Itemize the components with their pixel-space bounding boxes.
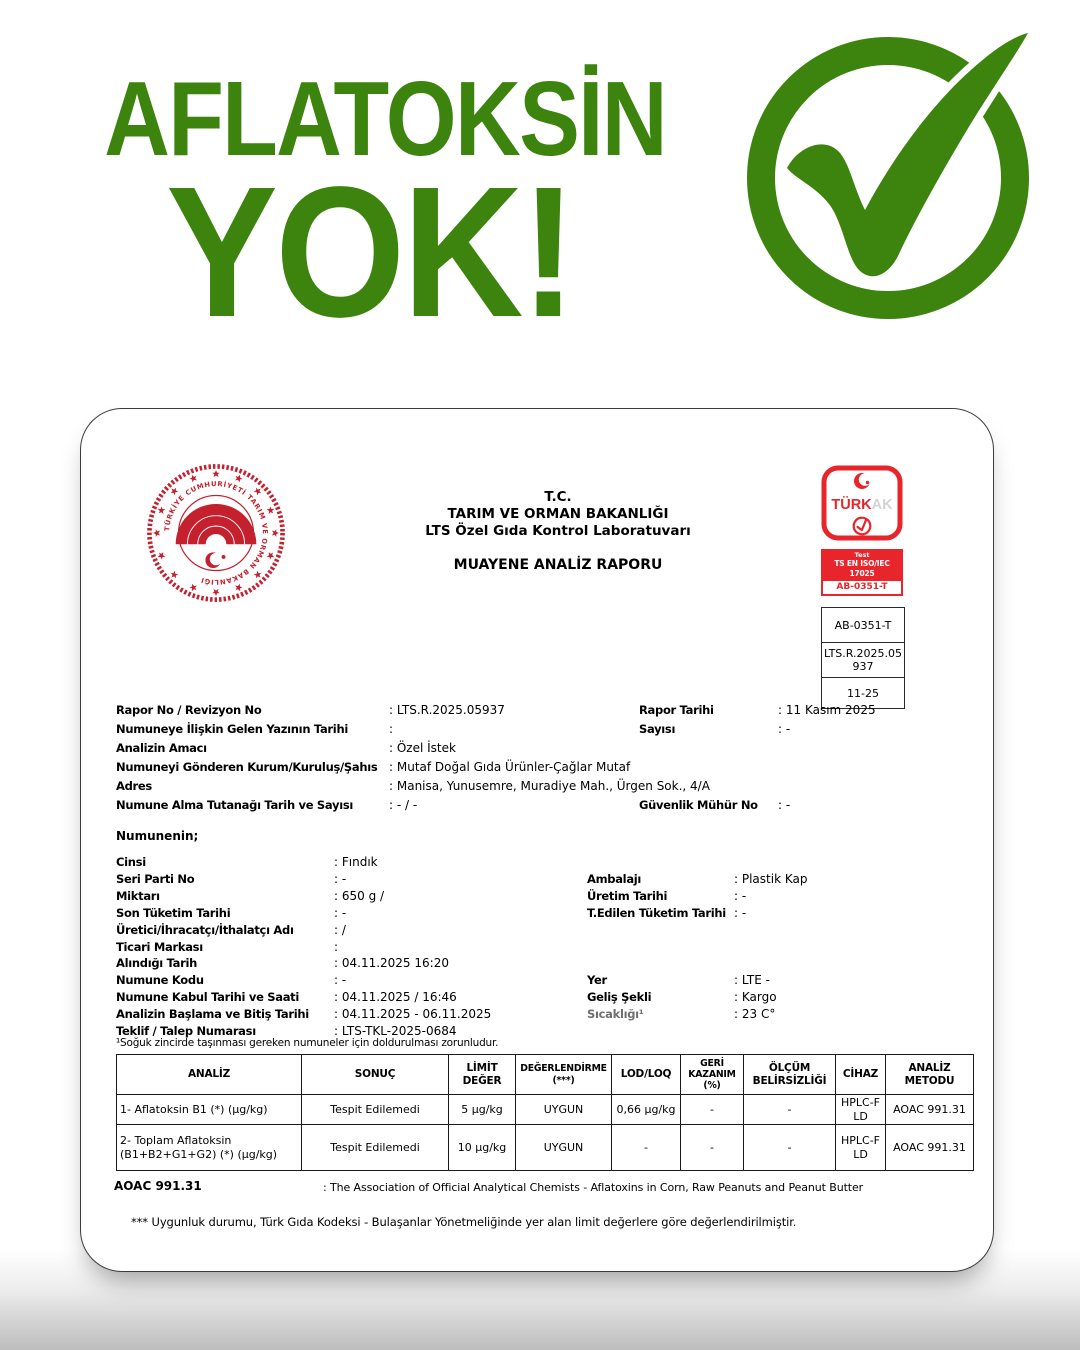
accreditation-info-box <box>821 607 905 709</box>
field-label: Miktarı <box>116 889 160 903</box>
agency-line1: T.C. <box>544 489 572 505</box>
turkak-block <box>821 465 907 709</box>
cell-evaluation: UYGUN <box>516 1095 612 1125</box>
col-recovery: GERİ KAZANIM (%) <box>681 1055 744 1095</box>
cell-result: Tespit Edilemedi <box>302 1095 449 1125</box>
field-label: Numune Alma Tutanağı Tarih ve Sayısı <box>116 798 354 812</box>
field-value: : 11 Kasım 2025 <box>778 703 876 717</box>
field-label: Rapor Tarihi <box>639 703 714 717</box>
field-value: : Plastik Kap <box>734 872 808 886</box>
field-value: : 04.11.2025 / 16:46 <box>334 990 457 1004</box>
field-label: Ticari Markası <box>116 940 203 954</box>
field-value: : - <box>334 906 347 920</box>
field-label: Teklif / Talep Numarası <box>116 1024 256 1038</box>
field-label: Geliş Şekli <box>587 990 652 1004</box>
field-value: : LTS-TKL-2025-0684 <box>334 1024 457 1038</box>
seal-text: TÜRKİYE CUMHURİYETİ TARIM VE ORMAN BAKANLIĞI <box>163 480 269 586</box>
svg-text:TÜRKAK <box>831 496 893 513</box>
cell-evaluation: UYGUN <box>516 1125 612 1171</box>
cell-recovery: - <box>681 1125 744 1171</box>
cell-method: AOAC 991.31 <box>886 1095 974 1125</box>
field-label: Rapor No / Revizyon No <box>116 703 262 717</box>
field-value: : - <box>734 889 747 903</box>
cold-chain-footnote: ¹Soğuk zincirde taşınması gereken numuneler için doldurulması zorunludur. <box>116 1037 499 1049</box>
field-label: Üretim Tarihi <box>587 889 668 903</box>
field-value: : Özel İstek <box>389 741 456 755</box>
cell-method: AOAC 991.31 <box>886 1125 974 1171</box>
field-value: : - <box>334 872 347 886</box>
field-value: : 04.11.2025 - 06.11.2025 <box>334 1007 492 1021</box>
report-no: LTS.R.2025.05937 <box>822 642 904 677</box>
col-device: CİHAZ <box>836 1055 886 1095</box>
field-label: T.Edilen Tüketim Tarihi <box>587 906 726 920</box>
field-value: : Kargo <box>734 990 777 1004</box>
field-label: Numune Kodu <box>116 973 204 987</box>
col-limit: LİMİT DEĞER <box>449 1055 516 1095</box>
check-circle-icon <box>735 30 1045 330</box>
cell-uncertainty: - <box>744 1095 836 1125</box>
field-value: : <box>334 940 339 954</box>
field-value: : Manisa, Yunusemre, Muradiye Mah., Ürgen Sok., 4/A <box>389 779 710 793</box>
cell-uncertainty: - <box>744 1125 836 1171</box>
field-label: Güvenlik Mühür No <box>639 798 758 812</box>
cell-analysis: 2- Toplam Aflatoksin (B1+B2+G1+G2) (*) (µg/kg) <box>117 1125 302 1171</box>
field-label: Numune Kabul Tarihi ve Saati <box>116 990 300 1004</box>
field-label: Numuneye İlişkin Gelen Yazının Tarihi <box>116 722 348 736</box>
cell-device: HPLC-FLD <box>836 1095 886 1125</box>
col-method: ANALİZ METODU <box>886 1055 974 1095</box>
field-value: : - <box>334 973 347 987</box>
field-label: Analizin Amacı <box>116 741 207 755</box>
cell-recovery: - <box>681 1095 744 1125</box>
field-value: : - <box>778 722 791 736</box>
field-label: Numuneyi Gönderen Kurum/Kuruluş/Şahıs <box>116 760 378 774</box>
field-value: : <box>389 722 394 736</box>
results-table <box>116 1054 974 1171</box>
accreditation-no: AB-0351-T <box>834 618 892 632</box>
field-value: : - / - <box>389 798 418 812</box>
document-title: MUAYENE ANALİZ RAPORU <box>453 557 663 573</box>
table-header-row <box>117 1055 974 1095</box>
method-reference-label: AOAC 991.31 <box>114 1179 202 1193</box>
field-label: Yer <box>587 973 607 987</box>
cell-device: HPLC-FLD <box>836 1125 886 1171</box>
col-result: SONUÇ <box>302 1055 449 1095</box>
turkak-band-accreditation-no: AB-0351-T <box>823 581 901 594</box>
sample-section-title: Numunenin; <box>116 829 199 843</box>
cell-analysis: 1- Aflatoksin B1 (*) (µg/kg) <box>117 1095 302 1125</box>
field-label: Alındığı Tarih <box>116 956 198 970</box>
field-value: : Mutaf Doğal Gıda Ürünler-Çağlar Mutaf <box>389 760 631 774</box>
field-value: : 650 g / <box>334 889 385 903</box>
conformity-note: *** Uygunluk durumu, Türk Gıda Kodeksi - Bulaşanlar Yönetmeliğinde yer alan limit değerlere göre değerlendirilmiştir. <box>131 1215 797 1229</box>
col-evaluation: DEĞERLENDİRME (***) <box>516 1055 612 1095</box>
cell-limit: 5 µg/kg <box>449 1095 516 1125</box>
report-card <box>80 408 994 1272</box>
agency-header <box>358 489 758 540</box>
cell-result: Tespit Edilemedi <box>302 1125 449 1171</box>
turkak-logo-icon <box>821 465 903 543</box>
agency-line2: TARIM VE ORMAN BAKANLIĞI <box>447 506 669 522</box>
turkak-band-standard: TS EN ISO/IEC 17025 <box>834 559 890 578</box>
cell-lod-loq: - <box>612 1125 681 1171</box>
field-label: Sıcaklığı¹ <box>587 1007 644 1021</box>
cell-limit: 10 µg/kg <box>449 1125 516 1171</box>
cell-lod-loq: 0,66 µg/kg <box>612 1095 681 1125</box>
col-lod-loq: LOD/LOQ <box>612 1055 681 1095</box>
field-value: : Fındık <box>334 855 378 869</box>
headline-line1: AFLATOKSİN <box>104 60 666 178</box>
field-label: Analizin Başlama ve Bitiş Tarihi <box>116 1007 309 1021</box>
agency-line3: LTS Özel Gıda Kontrol Laboratuvarı <box>425 523 691 539</box>
field-value: : 23 C° <box>734 1007 776 1021</box>
turkak-scope-band <box>821 549 903 596</box>
ministry-seal-icon <box>141 454 291 612</box>
period: 11-25 <box>822 677 904 708</box>
field-label: Seri Parti No <box>116 872 195 886</box>
col-analysis: ANALİZ <box>117 1055 302 1095</box>
col-uncertainty: ÖLÇÜM BELİRSİZLİĞİ <box>744 1055 836 1095</box>
method-reference-value: : The Association of Official Analytical Chemists - Aflatoxins in Corn, Raw Peanuts and Peanut Butter <box>323 1181 864 1194</box>
turkak-turk: TÜRK <box>831 497 872 513</box>
turkak-ak: AK <box>871 497 893 513</box>
table-row <box>117 1125 974 1171</box>
headline-line2: YOK! <box>166 149 574 356</box>
field-value: : - <box>778 798 791 812</box>
field-value: : - <box>734 906 747 920</box>
field-label: Sayısı <box>639 722 676 736</box>
field-label: Adres <box>116 779 152 793</box>
field-value: : LTS.R.2025.05937 <box>389 703 505 717</box>
field-value: : 04.11.2025 16:20 <box>334 956 449 970</box>
field-label: Üretici/İhracatçı/İthalatçı Adı <box>116 923 294 937</box>
table-row <box>117 1095 974 1125</box>
field-label: Son Tüketim Tarihi <box>116 906 231 920</box>
field-label: Ambalajı <box>587 872 642 886</box>
field-label: Cinsi <box>116 855 146 869</box>
field-value: : / <box>334 923 346 937</box>
turkak-band-test: Test <box>854 551 870 559</box>
field-value: : LTE - <box>734 973 770 987</box>
